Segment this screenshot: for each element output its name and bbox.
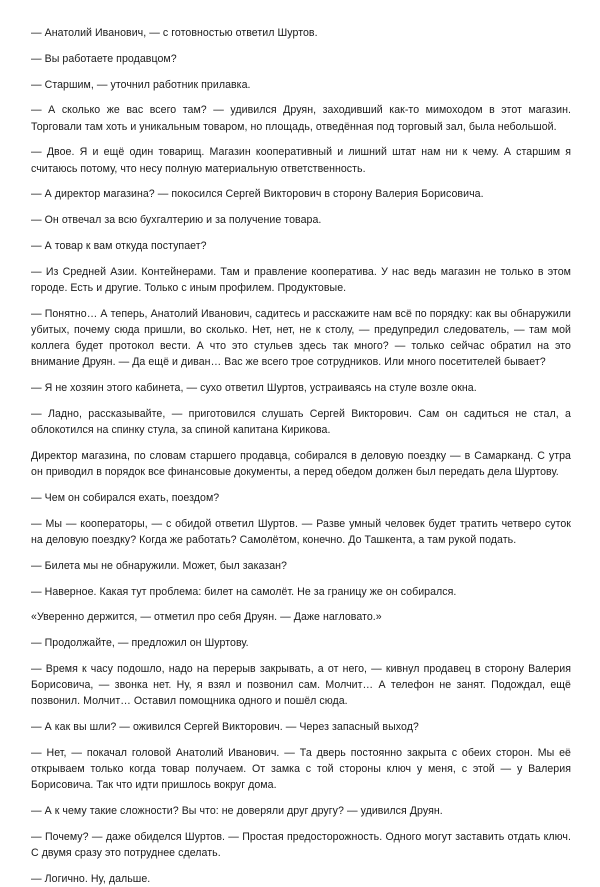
paragraph: — Из Средней Азии. Контейнерами. Там и правление кооператива. У нас ведь магазин не только в этом городе. Есть и другие. Только с иным профилем. Продуктовые. (31, 265, 571, 294)
paragraph: — Я не хозяин этого кабинета, — сухо ответил Шуртов, устраиваясь на стуле возле окна. (31, 382, 477, 395)
paragraph: — Чем он собирался ехать, поездом? (31, 491, 220, 504)
paragraph: — А к чему такие сложности? Вы что: не доверяли друг другу? — удивился Друян. (31, 805, 443, 818)
paragraph: — А товар к вам откуда поступает? (31, 239, 207, 252)
paragraph: — Старшим, — уточнил работник прилавка. (31, 78, 251, 91)
paragraph: — Нет, — покачал головой Анатолий Иванович. — Та дверь постоянно закрыта с обеих сторон. Мы её открываем только когда товар получаем. От замка с той стороны ключ у меня, с этой — у Валерия Борисовича. Так что идти пришлось вокруг дома. (31, 746, 571, 792)
paragraph: «Уверенно держится, — отметил про себя Друян. — Даже нагловато.» (31, 611, 382, 624)
paragraph: — Наверное. Какая тут проблема: билет на самолёт. Не за границу же он собирался. (31, 585, 457, 598)
paragraph: — А сколько же вас всего там? — удивился Друян, заходивший как-то мимоходом в этот магазин. Торговали там хоть и уникальным товаром, но площадь, отведённая под торговый зал, была небольшой. (31, 104, 571, 133)
paragraph: — А как вы шли? — оживился Сергей Викторович. — Через запасный выход? (31, 721, 419, 734)
paragraph: — Билета мы не обнаружили. Может, был заказан? (31, 559, 287, 572)
paragraph: — Двое. Я и ещё один товарищ. Магазин кооперативный и лишний штат нам ни к чему. А старшим я считаюсь потому, что несу полную материальную ответственность. (31, 146, 571, 175)
paragraph: — Почему? — даже обиделся Шуртов. — Простая предосторожность. Одного могут заставить отдать ключ. С двумя сразу это потруднее сделать. (31, 830, 571, 860)
paragraph: — Понятно… А теперь, Анатолий Иванович, садитесь и расскажите нам всё по порядку: как вы обнаружили убитых, почему сюда пришли, во сколько. Нет, нет, не к столу, — предупредил следователь, — там мой коллега будет протокол вести. А что это стульев здесь так много? — только сейчас обратил на это внимание Друян. — Да ещё и диван… Вас же всего трое сотрудников. Или много посетителей бывает? (31, 307, 571, 369)
paragraph: — Время к часу подошло, надо на перерыв закрывать, а от него, — кивнул продавец в сторону Валерия Борисовича, — звонка нет. Ну, я взял и позвонил сам. Молчит… А телефон не занят. Подождал, ещё позвонил. Молчит… Оставил помощника одного и пошёл сюда. (31, 662, 571, 708)
paragraph: — Ладно, рассказывайте, — приготовился слушать Сергей Викторович. Сам он садиться не стал, а облокотился на спинку стула, за спиной капитана Кирикова. (31, 407, 571, 437)
paragraph: — Анатолий Иванович, — с готовностью ответил Шуртов. (31, 27, 318, 39)
paragraph: — Вы работаете продавцом? (31, 52, 177, 65)
paragraph: Директор магазина, по словам старшего продавца, собирался в деловую поездку — в Самарканд. С утра он приводил в порядок все финансовые документы, а перед обедом должен был передать дела Шуртову. (31, 449, 571, 479)
paragraph: — А директор магазина? — покосился Сергей Викторович в сторону Валерия Борисовича. (31, 188, 484, 201)
paragraph: — Логично. Ну, дальше. (31, 872, 151, 885)
paragraph: — Он отвечал за всю бухгалтерию и за получение товара. (31, 214, 322, 227)
paragraph: — Продолжайте, — предложил он Шуртову. (31, 637, 249, 650)
paragraph: — Мы — кооператоры, — с обидой ответил Шуртов. — Разве умный человек будет тратить четверо суток на деловую поездку? Когда же работать? Самолётом, конечно. До Ташкента, а там рукой подать. (31, 517, 571, 546)
